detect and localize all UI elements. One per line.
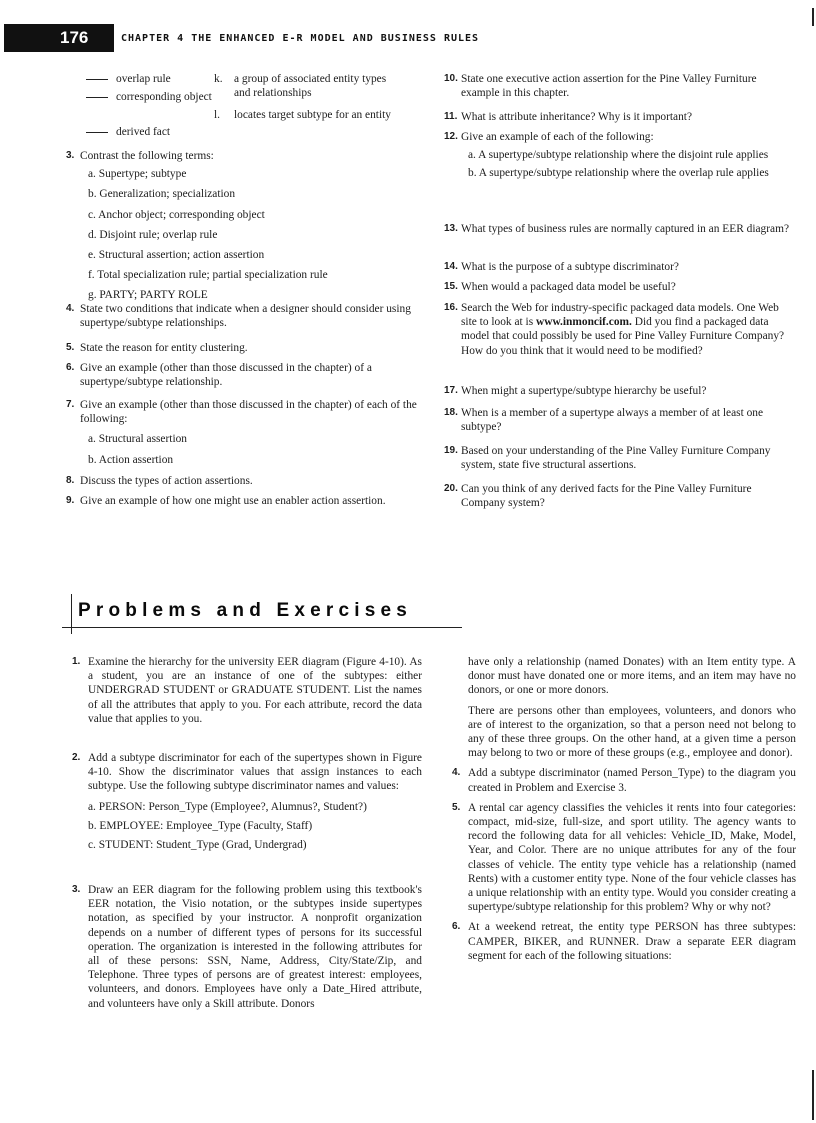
- sub-item: c. Anchor object; corresponding object: [88, 208, 265, 221]
- review-questions-right: [444, 72, 796, 522]
- scan-edge-mark: [812, 1070, 814, 1120]
- matching-term: corresponding object: [86, 90, 214, 104]
- question-7: 7. Give an example (other than those discussed in the chapter) of each of the following: a. Structural assertion b. Action assertion: [66, 398, 421, 467]
- problem-3-continuation: There are persons other than employees, volunteers, and donors who are of interest to the organization, so that a person need not belong to any of these three groups. On the other hand, at a given time a person may belong to two or more of these groups (e.g., employee and donor).: [468, 704, 796, 760]
- sub-item: e. Structural assertion; action assertion: [88, 249, 265, 262]
- question-13: 13. What types of business rules are normally captured in an EER diagram?: [444, 223, 790, 235]
- problems-left: [72, 655, 422, 1105]
- question-6: 6. Give an example (other than those discussed in the chapter) of a supertype/subtype relationship.: [66, 362, 372, 389]
- question-14: 14. What is the purpose of a subtype discriminator?: [444, 261, 679, 273]
- problem-5: 5. A rental car agency classifies the vehicles it rents into four categories: compact, mid-size, full-size, and sport utility. The agency wants to record the following data for all vehicles: Vehicle_ID, Make, Model, Year, and Color. There are no unique attributes for any of the four classes of vehicle. The entity type vehicle has a relationship (named Rents) with a customer entity type. None of the four vehicle classes has a unique relationship with an entity type. Would you consider creating a supertype/subtype relationship for this problem? Why or why not?: [452, 801, 796, 914]
- sub-item: f. Total specialization rule; partial specialization rule: [88, 269, 328, 282]
- answer-blank: [86, 97, 108, 98]
- problem-4: 4. Add a subtype discriminator (named Person_Type) to the diagram you created in Problem and Exercise 3.: [452, 767, 796, 794]
- problem-1: 1. Examine the hierarchy for the university EER diagram (Figure 4-10). As a student, you are an instance of one of the subtypes: either UNDERGRAD STUDENT or GRADUATE STUDENT. List the names of all the attributes that apply to you. For each attribute, record the data value that applies to you.: [72, 656, 422, 725]
- section-title: Problems and Exercises: [78, 600, 413, 621]
- question-4: 4. State two conditions that indicate when a designer should consider using supertype/subtype relationships.: [66, 303, 411, 330]
- matching-definition: l.: [214, 109, 221, 121]
- review-questions-left: [66, 149, 421, 529]
- section-rule-vertical: [71, 594, 72, 634]
- problem-2: 2. Add a subtype discriminator for each of the supertypes shown in Figure 4-10. Show the discriminator values that assign instances to each subtype. Use the following subtype discriminator names and values: a. PERSON: Person_Type (Employee?, Alumnus?, Student?) b. EMPLOYEE: Employee_Type (Faculty, Staff) c. STUDENT: Student_Type (Grad, Undergrad): [72, 752, 422, 852]
- problem-3: 3. Draw an EER diagram for the following problem using this textbook's EER notation, the Visio notation, or the subtypes inside supertypes notation, as specified by your instructor. A nonprofit organization depends on a number of different types of persons for its successful operation. The organization is interested in the following attributes for all of these persons: SSN, Name, Address, City/State/Zip, and Telephone. Three types of persons are of greatest interest: employees, volunteers, and donors. Employees have only a Date_Hired attribute, and volunteers have only a Skill attribute. Donors: [72, 884, 422, 1010]
- sub-item: a. Supertype; subtype: [88, 168, 187, 181]
- answer-blank: [86, 79, 108, 80]
- problem-6: 6. At a weekend retreat, the entity type PERSON has three subtypes: CAMPER, BIKER, and RUNNER. Draw a separate EER diagram segment for each of the following situations:: [452, 921, 796, 962]
- sub-item: g. PARTY; PARTY ROLE: [88, 289, 208, 302]
- question-12: 12. Give an example of each of the following: a. A supertype/subtype relationship where the disjoint rule applies b. A supertype/subtype relationship where the overlap rule applies: [444, 130, 796, 181]
- question-19: 19. Based on your understanding of the Pine Valley Furniture Company system, state five structural assertions.: [444, 445, 771, 472]
- question-11: 11. What is attribute inheritance? Why is it important?: [444, 111, 693, 123]
- matching-term: derived fact: [86, 125, 170, 139]
- matching-definition-text: locates target subtype for an entity: [234, 109, 391, 121]
- question-10: 10. State one executive action assertion for the Pine Valley Furniture example in this chapter.: [444, 73, 757, 100]
- section-rule-horizontal: [62, 627, 462, 628]
- scan-edge-mark: [812, 8, 814, 26]
- question-3: 3. Contrast the following terms: a. Supertype; subtype b. Generalization; specialization c. Anchor object; corresponding object d. Disjoint rule; overlap rule e. Structural assertion; action assertion f. Total specialization rule; partial specialization rule g. PARTY; PARTY ROLE: [66, 149, 421, 303]
- question-15: 15. When would a packaged data model be useful?: [444, 281, 676, 293]
- question-5: 5. State the reason for entity clustering.: [66, 342, 248, 354]
- question-18: 18. When is a member of a supertype always a member of at least one subtype?: [444, 407, 764, 434]
- sub-item: d. Disjoint rule; overlap rule: [88, 228, 218, 241]
- web-link[interactable]: www.inmoncif.com.: [536, 316, 632, 329]
- question-20: 20. Can you think of any derived facts for the Pine Valley Furniture Company system?: [444, 483, 752, 510]
- problem-3-continuation: have only a relationship (named Donates) with an Item entity type. A donor must have donated one or more items, and an item may have no donors, or one or more donors.: [468, 656, 796, 697]
- sub-item: a. PERSON: Person_Type (Employee?, Alumnus?, Student?): [88, 800, 367, 813]
- sub-item: a. A supertype/subtype relationship where the disjoint rule applies: [468, 149, 769, 162]
- matching-definition-text: a group of associated entity types and relationships: [234, 73, 387, 100]
- sub-item: a. Structural assertion: [88, 433, 188, 446]
- matching-term: overlap rule: [86, 72, 171, 86]
- question-9: 9. Give an example of how one might use an enabler action assertion.: [66, 495, 386, 507]
- sub-item: c. STUDENT: Student_Type (Grad, Undergrad): [88, 839, 307, 852]
- chapter-title: CHAPTER 4 THE ENHANCED E-R MODEL AND BUSINESS RULES: [121, 33, 480, 44]
- question-17: 17. When might a supertype/subtype hierarchy be useful?: [444, 385, 707, 397]
- question-16: 16. Search the Web for industry-specific packaged data models. One Web site to look at is www.inmoncif.com. Did you find a packaged data model that could possibly be used for Pine Valley Furniture Company? How do you think that it would need to be modified?: [444, 302, 785, 357]
- page-number: 176: [60, 28, 89, 47]
- sub-item: b. A supertype/subtype relationship where the overlap rule applies: [468, 167, 769, 180]
- sub-item: b. EMPLOYEE: Employee_Type (Faculty, Staff): [88, 819, 313, 832]
- problems-right: [452, 655, 796, 1105]
- sub-item: b. Generalization; specialization: [88, 188, 236, 201]
- answer-blank: [86, 132, 108, 133]
- matching-definition: k.: [214, 73, 223, 85]
- sub-item: b. Action assertion: [88, 453, 174, 466]
- question-8: 8. Discuss the types of action assertions.: [66, 475, 253, 487]
